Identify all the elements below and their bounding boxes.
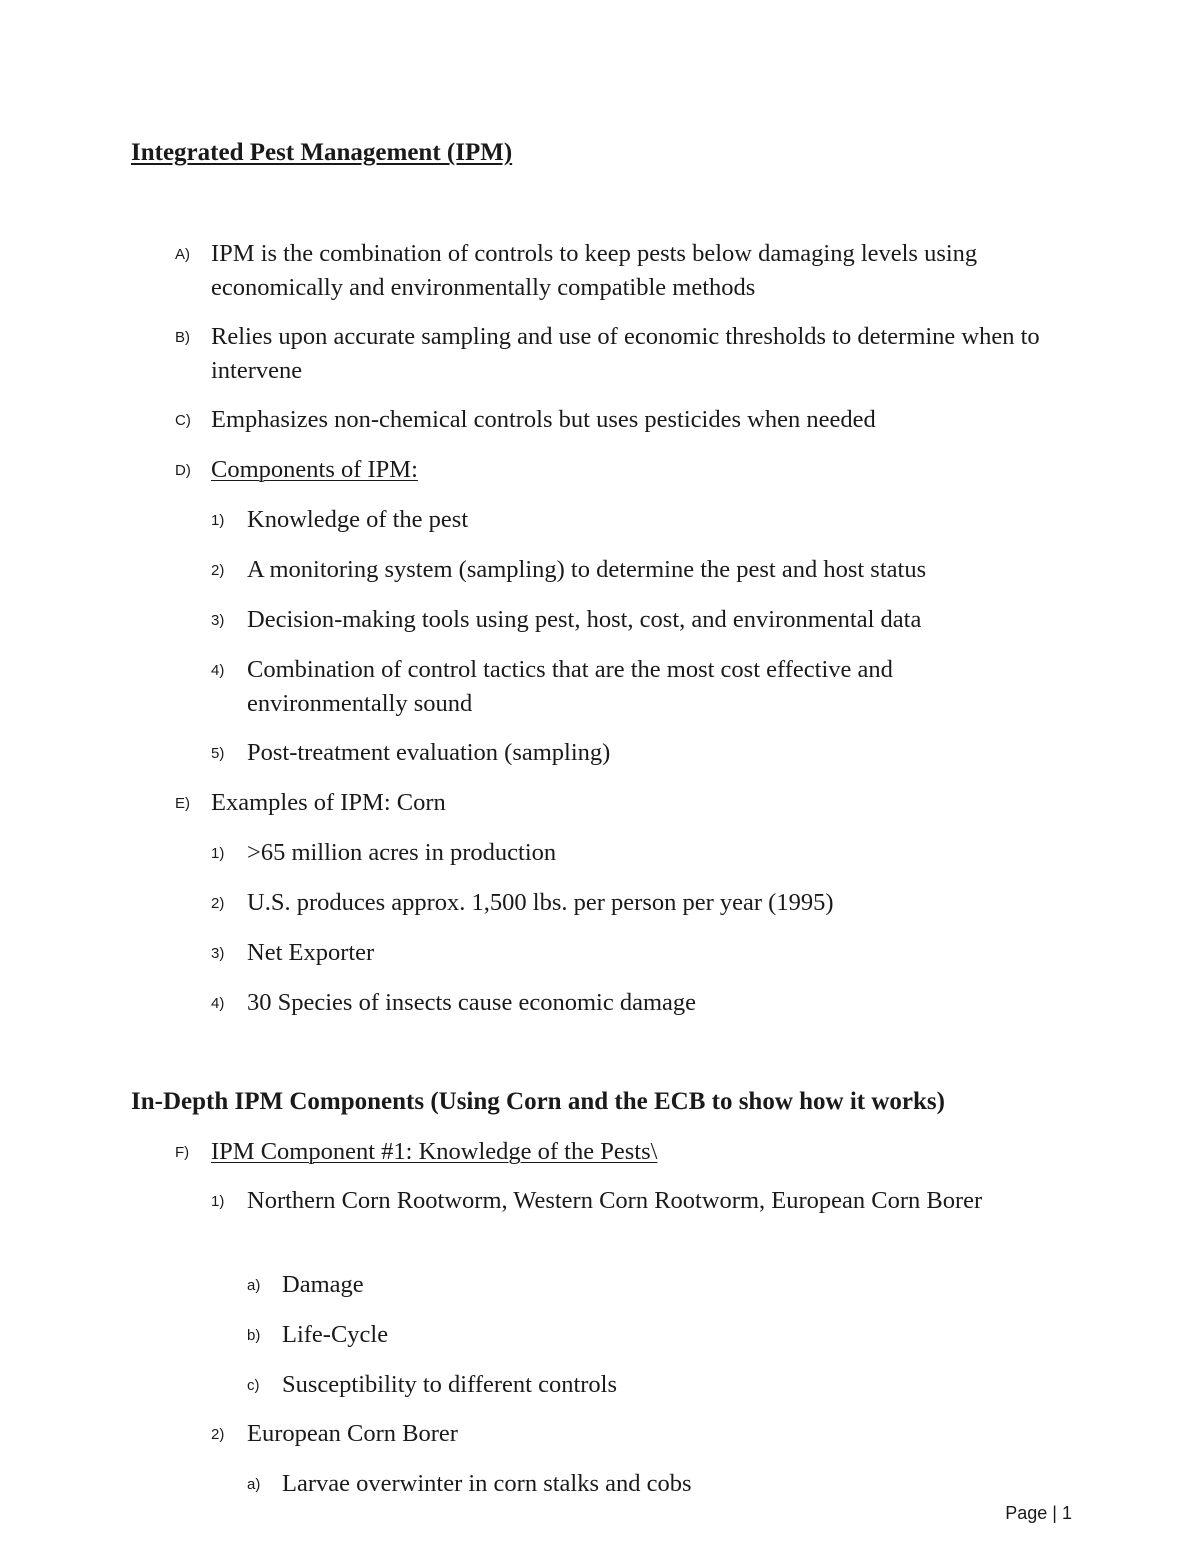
list-item-text: Relies upon accurate sampling and use of economic thresholds to determine when to intervene [211, 323, 1040, 384]
list-marker: 1) [211, 845, 225, 862]
list-marker: B) [175, 329, 190, 346]
list-marker: F) [175, 1144, 190, 1161]
list-item-text: Examples of IPM: Corn [211, 789, 446, 816]
list-item-text: IPM is the combination of controls to keep pests below damaging levels using economically and environmentally compatible methods [211, 240, 978, 301]
list-marker: 2) [211, 562, 225, 579]
list-item-text: >65 million acres in production [247, 839, 557, 866]
list-item-text: Post-treatment evaluation (sampling) [247, 739, 611, 766]
list-marker: 4) [211, 995, 225, 1012]
list-item-text: Damage [282, 1271, 364, 1298]
list-marker: c) [247, 1377, 260, 1394]
list-marker: E) [175, 795, 190, 812]
list-item-text: U.S. produces approx. 1,500 lbs. per person per year (1995) [247, 889, 834, 916]
list-item-text: Larvae overwinter in corn stalks and cobs [282, 1470, 692, 1497]
list-marker: 4) [211, 662, 225, 679]
list-marker: a) [247, 1476, 261, 1493]
section-heading: In-Depth IPM Components (Using Corn and the ECB to show how it works) [131, 1088, 945, 1115]
list-item-text: Decision-making tools using pest, host, cost, and environmental data [247, 606, 922, 633]
list-item-text: Life-Cycle [282, 1321, 389, 1348]
page-number: Page | 1 [1005, 1503, 1072, 1523]
list-marker: D) [175, 462, 191, 479]
list-item-text: Susceptibility to different controls [282, 1371, 618, 1398]
list-item-text: European Corn Borer [247, 1420, 458, 1447]
list-item-text: A monitoring system (sampling) to determine the pest and host status [247, 556, 927, 583]
list-marker: 2) [211, 1426, 225, 1443]
list-marker: C) [175, 412, 191, 429]
document-title: Integrated Pest Management (IPM) [131, 139, 513, 166]
list-item-text: Combination of control tactics that are the most cost effective and environmentally sound [247, 656, 893, 717]
list-marker: 3) [211, 945, 225, 962]
list-item-text: Net Exporter [247, 939, 375, 966]
list-item-text: Northern Corn Rootworm, Western Corn Rootworm, European Corn Borer [247, 1187, 983, 1214]
list-item-text: 30 Species of insects cause economic damage [247, 989, 697, 1016]
list-item-text: Emphasizes non-chemical controls but uses pesticides when needed [211, 406, 876, 433]
list-item-text: Components of IPM: [211, 456, 418, 483]
list-marker: A) [175, 246, 190, 263]
list-marker: 3) [211, 612, 225, 629]
list-marker: 5) [211, 745, 225, 762]
list-marker: b) [247, 1327, 261, 1344]
list-marker: 2) [211, 895, 225, 912]
list-marker: 1) [211, 512, 225, 529]
list-item-text: Knowledge of the pest [247, 506, 469, 533]
list-marker: 1) [211, 1193, 225, 1210]
list-item-text: IPM Component #1: Knowledge of the Pests\ [211, 1138, 658, 1165]
list-marker: a) [247, 1277, 261, 1294]
